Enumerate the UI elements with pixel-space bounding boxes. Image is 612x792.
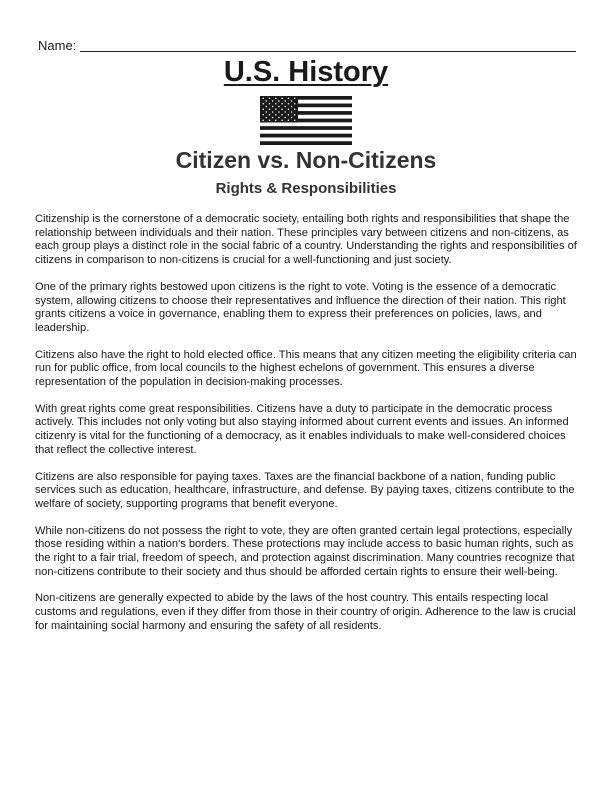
flag-star bbox=[284, 100, 286, 102]
flag-star bbox=[294, 119, 296, 121]
flag-star bbox=[278, 100, 280, 102]
flag-star bbox=[291, 111, 293, 113]
flag-star bbox=[288, 103, 290, 105]
flag-star bbox=[278, 117, 280, 119]
flag-star bbox=[269, 103, 271, 105]
paragraph: One of the primary rights bestowed upon citizens is the right to vote. Voting is the essence of a democratic system, allowing citizens to choose their representatives and influence the direction of their nation. This right grants citizens a voice in governance, enabling them to express their preferences on policies, laws, and leadership. bbox=[35, 280, 566, 334]
flag-star bbox=[275, 114, 277, 116]
flag-star bbox=[281, 119, 283, 121]
flag-star bbox=[281, 97, 283, 99]
flag-star bbox=[275, 119, 277, 121]
page-title: U.S. History bbox=[223, 56, 389, 88]
flag-star bbox=[272, 100, 274, 102]
flag-star bbox=[266, 106, 268, 108]
flag-star bbox=[278, 111, 280, 113]
flag-star bbox=[288, 108, 290, 110]
flag-star bbox=[262, 119, 264, 121]
flag-star bbox=[281, 103, 283, 105]
body-text bbox=[35, 213, 578, 647]
paragraph: Non-citizens are generally expected to abide by the laws of the host country. This entails respecting local customs and regulations, even if they differ from those in their country of origin. Adherence to the law is crucial for maintaining social harmony and ensuring the safety of all residents. bbox=[35, 592, 576, 632]
flag-star bbox=[294, 103, 296, 105]
flag-star bbox=[275, 103, 277, 105]
flag-star bbox=[294, 108, 296, 110]
flag-star bbox=[266, 100, 268, 102]
flag-star bbox=[288, 114, 290, 116]
flag-star bbox=[288, 119, 290, 121]
flag-star bbox=[269, 119, 271, 121]
name-field[interactable] bbox=[80, 39, 576, 52]
flag-star bbox=[272, 111, 274, 113]
flag-star bbox=[291, 100, 293, 102]
flag-star bbox=[269, 108, 271, 110]
name-row bbox=[38, 34, 576, 52]
flag-star bbox=[262, 114, 264, 116]
flag-star bbox=[266, 117, 268, 119]
flag-star bbox=[262, 97, 264, 99]
paragraph: While non-citizens do not possess the right to vote, they are often granted certain legal protections, especially those residing within a nation's borders. These protections may include access to basic human rights, such as the right to a fair trial, freedom of speech, and protection against discrimination. Many countries recognize that non-citizens contribute to their society and thus should be afforded certain rights to ensure their well-being. bbox=[35, 524, 575, 578]
name-label: Name: bbox=[38, 38, 77, 53]
us-flag-icon bbox=[260, 96, 352, 145]
flag-stripe bbox=[260, 137, 352, 141]
flag-star bbox=[266, 111, 268, 113]
paragraph: Citizens also have the right to hold elected office. This means that any citizen meeting the eligibility criteria can run for public office, from local councils to the highest echelons of government. This ensures a diverse representation of the population in decision-making processes. bbox=[35, 348, 577, 389]
flag-star bbox=[284, 111, 286, 113]
flag-star bbox=[269, 97, 271, 99]
paragraph: With great rights come great responsibilities. Citizens have a duty to participate in the democratic process actively. This includes not only voting but also staying informed about current events and issues. An informed citizenry is vital for the functioning of a democracy, as it enables individuals to make well-considered choices that reflect the collective interest. bbox=[35, 402, 569, 456]
flag-stripe bbox=[260, 126, 352, 130]
section-subtitle: Rights & Responsibilities bbox=[215, 180, 397, 197]
flag-star bbox=[278, 106, 280, 108]
flag-stripe bbox=[260, 134, 352, 138]
flag-star bbox=[294, 114, 296, 116]
flag-star bbox=[281, 114, 283, 116]
flag-star bbox=[275, 108, 277, 110]
flag-star bbox=[269, 114, 271, 116]
flag-star bbox=[272, 117, 274, 119]
flag-canton bbox=[260, 96, 298, 122]
paragraph: Citizens are also responsible for paying taxes. Taxes are the financial backbone of a nation, funding public services such as education, healthcare, infrastructure, and defense. By paying taxes, citizens contribute to the welfare of society, supporting programs that benefit everyone. bbox=[35, 470, 575, 510]
flag-stripe bbox=[260, 122, 352, 126]
flag-star bbox=[288, 97, 290, 99]
flag-star bbox=[262, 103, 264, 105]
flag-star bbox=[291, 117, 293, 119]
flag-star bbox=[262, 108, 264, 110]
flag-star bbox=[272, 106, 274, 108]
flag-star bbox=[281, 108, 283, 110]
subtitle: Citizen vs. Non-Citizens bbox=[175, 147, 437, 173]
flag-stripe bbox=[260, 130, 352, 134]
flag-star bbox=[275, 97, 277, 99]
flag-stripe bbox=[260, 141, 352, 145]
flag-star bbox=[284, 106, 286, 108]
paragraph: Citizenship is the cornerstone of a democratic society, entailing both rights and responsibilities that shape the relationship between individuals and their nation. These principles vary between citizens and non-citizens, as each group plays a distinct role in the social fabric of a country. Understanding the rights and responsibilities of citizens in comparison to non-citizens is crucial for a well-functioning and just society. bbox=[35, 213, 577, 267]
flag-star bbox=[284, 117, 286, 119]
flag-star bbox=[294, 97, 296, 99]
flag-star bbox=[291, 106, 293, 108]
